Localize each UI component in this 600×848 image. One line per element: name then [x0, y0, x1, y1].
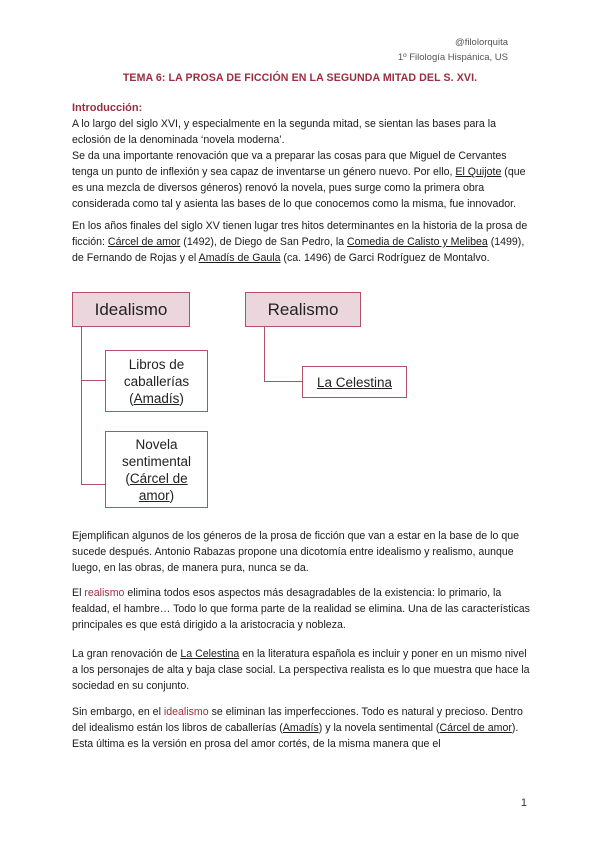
- paragraph-5: [72, 585, 532, 633]
- work-title-carcel: Cárcel de amor: [107, 236, 181, 248]
- paragraph-3-text-c: (1499), de Fernando de Rojas y el: [72, 236, 525, 264]
- paragraph-3: [72, 218, 532, 266]
- novela-line-3: (Cárcel de: [125, 470, 188, 486]
- libros-line-2: caballerías: [123, 373, 190, 389]
- paragraph-4-text: Ejemplifican algunos de los géneros de la prosa de ficción que van a estar en la base de lo que sucede después. Antonio Rabazas propone una dicotomía entre idealismo y realismo, aunque luego, en las obras, de manera pura, nunca se da.: [72, 530, 519, 574]
- idealismo-label: Idealismo: [94, 300, 168, 319]
- celestina-label: La Celestina: [316, 374, 393, 390]
- novela-line-1: Novela: [135, 436, 178, 452]
- libros-line-1: Libros de: [128, 356, 185, 372]
- connector-realismo-vertical: [264, 327, 265, 382]
- paragraph-3-text-d: (ca. 1496) de Garci Rodríguez de Montalvo.: [280, 252, 490, 264]
- section-heading-introduccion: Introducción:: [72, 102, 143, 114]
- course-label: 1º Filología Hispánica, US: [397, 52, 508, 63]
- connector-celestina: [264, 381, 302, 382]
- term-realismo: realismo: [84, 587, 125, 599]
- paragraph-7-text-b: se eliminan las imperfecciones. Todo es natural y precioso. Dentro del idealismo están los libros de caballerías (: [72, 706, 523, 734]
- document-title: TEMA 6: LA PROSA DE FICCIÓN EN LA SEGUNDA MITAD DEL S. XVI.: [122, 72, 478, 84]
- paragraph-6: [72, 646, 532, 694]
- novela-line-4: amor): [138, 487, 175, 503]
- work-title-quijote: El Quijote: [455, 166, 502, 178]
- paragraph-2-text-b: (que es una mezcla de diversos géneros) renovó la novela, pues surge como la primera obra considerada como tal y asienta las bases de lo que conocemos como la misma, fue innovador.: [72, 166, 526, 210]
- paragraph-1-text: A lo largo del siglo XVI, y especialmente en la segunda mitad, se sientan las bases para la eclosión de la denominada ‘novela moderna’.: [72, 118, 497, 146]
- page-number: 1: [520, 797, 527, 809]
- idealismo-box: [72, 292, 190, 327]
- term-idealismo: idealismo: [163, 706, 209, 718]
- paragraph-3-text-a: En los años finales del siglo XV tienen lugar tres hitos determinantes en la historia de la prosa de ficción:: [72, 220, 528, 248]
- libros-caballerias-box: [105, 350, 208, 412]
- paragraph-7-text-c: ) y la novela sentimental (: [318, 722, 440, 734]
- connector-libros: [81, 380, 105, 381]
- paragraph-4: [72, 528, 532, 576]
- paragraph-2: [72, 148, 532, 212]
- paragraph-7-text-d: ). Esta última es la versión en prosa del amor cortés, de la misma manera que el: [72, 722, 519, 750]
- paragraph-6-text-b: en la literatura española es incluir y poner en un mismo nivel a los personajes de alta y baja clase social. La perspectiva realista es lo que muestra que hace la sociedad en su conjunto.: [72, 648, 530, 692]
- work-title-comedia: Comedia de Calisto y Melibea: [347, 236, 488, 248]
- author-handle: @filolorquita: [455, 37, 508, 48]
- paragraph-7-text-a: Sin embargo, en el: [72, 706, 164, 718]
- novela-sentimental-box: [105, 431, 208, 508]
- novela-line-2: sentimental: [121, 453, 192, 469]
- paragraph-3-text-b: (1492), de Diego de San Pedro, la: [180, 236, 348, 248]
- paragraph-5-text-a: El: [72, 587, 85, 599]
- work-title-celestina: La Celestina: [180, 648, 240, 660]
- novela-amor: amor: [138, 487, 170, 503]
- paragraph-5-text-b: elimina todos esos aspectos más desagradables de la existencia: lo primario, la fealdad, el hambre… Todo lo que forma parte de la realidad se elimina. Una de las características principales es que está dirigido a la aristocracia y nobleza.: [72, 587, 530, 631]
- libros-line-3: (Amadís): [129, 390, 184, 406]
- celestina-box: [302, 366, 407, 398]
- libros-amadis: Amadís: [133, 390, 180, 406]
- work-title-amadis-2: Amadís: [282, 722, 319, 734]
- paragraph-7: [72, 704, 532, 752]
- paragraph-6-text-a: La gran renovación de: [72, 648, 181, 660]
- paragraph-2-text-a: Se da una importante renovación que va a preparar las cosas para que Miguel de Cervantes tenga un punto de inflexión y sea capaz de inventarse un género nuevo. Por ello,: [72, 150, 507, 178]
- novela-carcel: Cárcel de: [129, 470, 188, 486]
- realismo-box: [245, 292, 361, 327]
- work-title-amadis: Amadís de Gaula: [198, 252, 281, 264]
- realismo-label: Realismo: [267, 300, 339, 319]
- paragraph-1: [72, 116, 532, 148]
- connector-idealismo-vertical: [81, 327, 82, 485]
- connector-novela: [81, 484, 105, 485]
- work-title-carcel-2: Cárcel de amor: [439, 722, 512, 734]
